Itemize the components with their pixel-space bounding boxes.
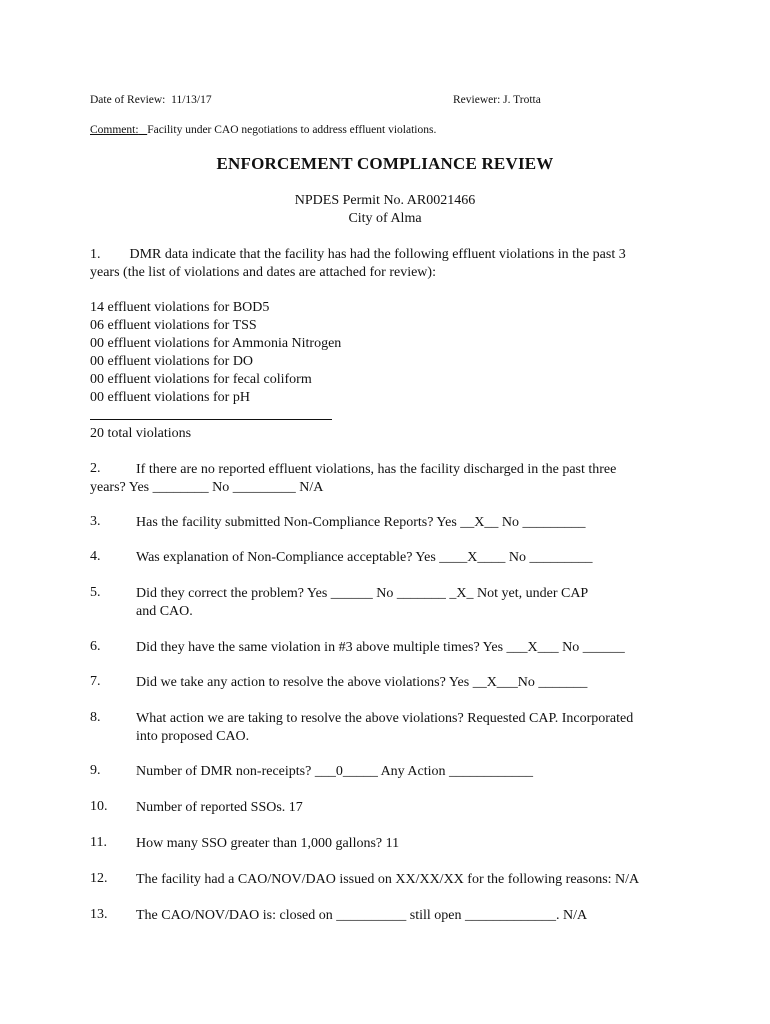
reviewer: [453, 94, 541, 106]
question-number: 8.: [90, 710, 101, 725]
question-number: 1.: [90, 247, 101, 262]
question-5-text: Did they correct the problem? Yes ______ No _______ _X_ Not yet, under CAP: [136, 586, 589, 601]
question-1-continued: years (the list of violations and dates are attached for review):: [90, 265, 436, 280]
question-10-text: Number of reported SSOs. 17: [136, 800, 303, 815]
comment: [90, 124, 436, 136]
question-8-text: What action we are taking to resolve the above violations? Requested CAP. Incorporated: [136, 711, 634, 726]
violation-item: 06 effluent violations for TSS: [90, 318, 257, 333]
violation-item: 00 effluent violations for Ammonia Nitrogen: [90, 336, 342, 351]
question-2-continued: years? Yes ________ No _________ N/A: [90, 480, 324, 495]
total-violations: 20 total violations: [90, 426, 192, 441]
comment-text: Facility under CAO negotiations to address effluent violations.: [147, 124, 437, 136]
question-12-text: The facility had a CAO/NOV/DAO issued on XX/XX/XX for the following reasons: N/A: [136, 872, 640, 887]
question-number: 13.: [90, 907, 108, 922]
question-1: [90, 246, 626, 264]
question-number: 6.: [90, 639, 101, 654]
date-value: 11/13/17: [171, 94, 212, 106]
date-label: Date of Review:: [90, 94, 166, 106]
question-9-text: Number of DMR non-receipts? ___0_____ Any Action ____________: [136, 764, 534, 779]
review-date: [90, 94, 212, 106]
reviewer-label: Reviewer:: [453, 94, 501, 106]
question-13-text: The CAO/NOV/DAO is: closed on __________ still open _____________. N/A: [136, 908, 588, 923]
question-number: 11.: [90, 835, 107, 850]
question-number: 7.: [90, 674, 101, 689]
violation-item: 00 effluent violations for fecal coliform: [90, 372, 312, 387]
question-3-text: Has the facility submitted Non-Compliance Reports? Yes __X__ No _________: [136, 515, 586, 530]
question-11-text: How many SSO greater than 1,000 gallons? 11: [136, 836, 400, 851]
permit-number: NPDES Permit No. AR0021466: [294, 193, 476, 208]
question-4-text: Was explanation of Non-Compliance acceptable? Yes ____X____ No _________: [136, 550, 593, 565]
page-title: ENFORCEMENT COMPLIANCE REVIEW: [216, 154, 554, 173]
city-name: City of Alma: [348, 211, 422, 226]
question-2-text: If there are no reported effluent violations, has the facility discharged in the past three: [136, 462, 617, 477]
question-number: 9.: [90, 763, 101, 778]
reviewer-value: J. Trotta: [503, 94, 541, 106]
question-number: 3.: [90, 514, 101, 529]
question-number: 4.: [90, 549, 101, 564]
question-6-text: Did they have the same violation in #3 above multiple times? Yes ___X___ No ______: [136, 640, 625, 655]
question-number: 5.: [90, 585, 101, 600]
question-8-continued: into proposed CAO.: [136, 729, 250, 744]
violation-item: 14 effluent violations for BOD5: [90, 300, 270, 315]
total-divider: [90, 419, 332, 420]
comment-label: Comment:: [90, 124, 139, 136]
question-text: DMR data indicate that the facility has had the following effluent violations in the past 3: [129, 247, 626, 262]
question-5-continued: and CAO.: [136, 604, 193, 619]
question-7-text: Did we take any action to resolve the above violations? Yes __X___No _______: [136, 675, 588, 690]
violation-item: 00 effluent violations for DO: [90, 354, 254, 369]
violation-item: 00 effluent violations for pH: [90, 390, 250, 405]
question-number: 2.: [90, 461, 101, 476]
question-number: 10.: [90, 799, 108, 814]
question-number: 12.: [90, 871, 108, 886]
